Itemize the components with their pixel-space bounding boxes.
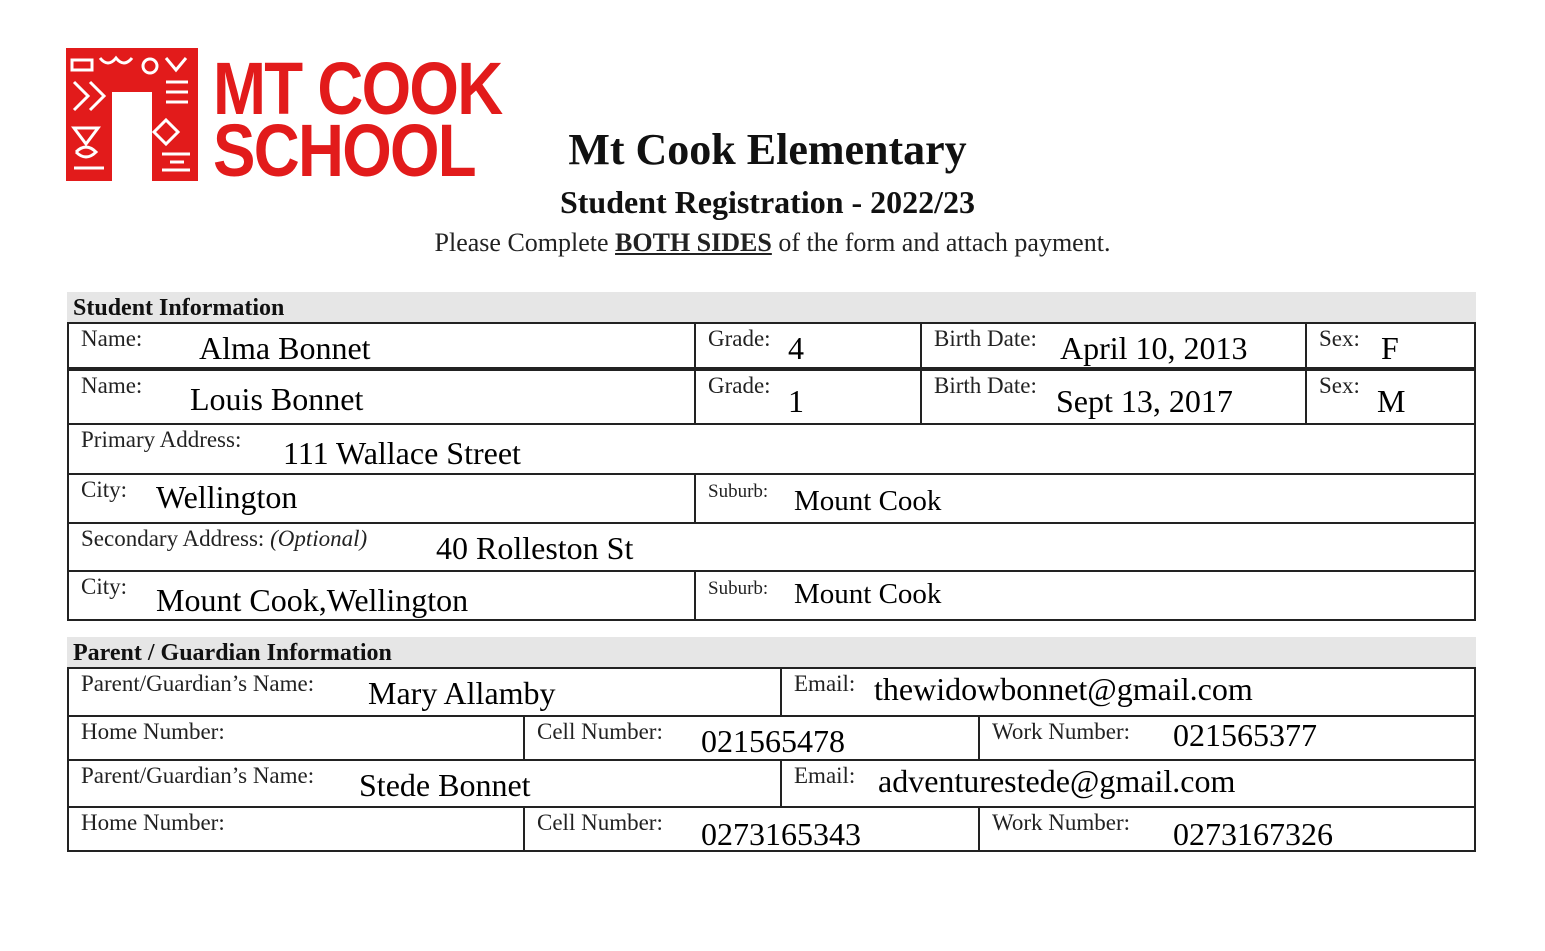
guardian-1-phone-row bbox=[67, 715, 1476, 761]
secondary-address-label-text: Secondary Address: bbox=[81, 526, 265, 551]
birth-date-label: Birth Date: bbox=[934, 326, 1037, 351]
guardian-2-name-value: Stede Bonnet bbox=[359, 767, 531, 803]
birth-date-label: Birth Date: bbox=[934, 373, 1037, 398]
cell-number-label: Cell Number: bbox=[537, 810, 663, 835]
suburb-label: Suburb: bbox=[708, 481, 769, 502]
primary-suburb-cell[interactable] bbox=[696, 475, 1474, 522]
name-label: Name: bbox=[81, 373, 143, 398]
student-1-name-value: Alma Bonnet bbox=[199, 330, 371, 366]
page-title: Mt Cook Elementary bbox=[568, 125, 967, 174]
student-1-birthdate-value: April 10, 2013 bbox=[1060, 330, 1248, 366]
grade-label: Grade: bbox=[708, 373, 771, 398]
secondary-city-cell[interactable] bbox=[69, 572, 696, 619]
secondary-city-value: Mount Cook,Wellington bbox=[156, 582, 469, 618]
student-section-header: Student Information bbox=[67, 292, 1476, 322]
student-row-1 bbox=[67, 322, 1476, 369]
guardian-2-name-cell[interactable] bbox=[69, 761, 782, 806]
work-number-label: Work Number: bbox=[992, 810, 1131, 835]
instruction-emphasis: BOTH SIDES bbox=[615, 228, 772, 257]
guardian-1-cell-value: 021565478 bbox=[701, 723, 845, 759]
guardian-name-label: Parent/Guardian’s Name: bbox=[81, 763, 315, 788]
email-label: Email: bbox=[794, 671, 856, 696]
logo-text-line2: SCHOOL bbox=[213, 109, 475, 192]
secondary-address-value: 40 Rolleston St bbox=[436, 530, 634, 566]
guardian-1-email-cell[interactable] bbox=[782, 669, 1474, 715]
instruction-post: of the form and attach payment. bbox=[771, 228, 1111, 257]
guardian-2-work-value: 0273167326 bbox=[1173, 816, 1333, 852]
student-2-grade-value: 1 bbox=[788, 383, 804, 419]
instruction-pre: Please Complete bbox=[434, 228, 616, 257]
guardian-2-phone-row bbox=[67, 806, 1476, 852]
primary-address-cell[interactable] bbox=[69, 425, 1474, 473]
city-label: City: bbox=[81, 574, 128, 599]
cell-number-label: Cell Number: bbox=[537, 719, 663, 744]
logo-text-line1: MT COOK bbox=[213, 47, 502, 130]
city-label: City: bbox=[81, 477, 128, 502]
parent-section-header: Parent / Guardian Information bbox=[67, 637, 1476, 667]
work-number-label: Work Number: bbox=[992, 719, 1131, 744]
guardian-2-work-cell[interactable] bbox=[980, 808, 1474, 850]
secondary-address-label bbox=[81, 526, 367, 552]
guardian-1-name-cell[interactable] bbox=[69, 669, 782, 715]
student-2-sex-cell[interactable] bbox=[1307, 371, 1474, 423]
email-label: Email: bbox=[794, 763, 856, 788]
guardian-2-email-cell[interactable] bbox=[782, 761, 1474, 806]
primary-address-value: 111 Wallace Street bbox=[283, 435, 521, 471]
student-2-grade-cell[interactable] bbox=[696, 371, 922, 423]
student-1-sex-value: F bbox=[1381, 330, 1399, 366]
secondary-suburb-cell[interactable] bbox=[696, 572, 1474, 619]
primary-city-cell[interactable] bbox=[69, 475, 696, 522]
guardian-1-row bbox=[67, 667, 1476, 717]
name-label: Name: bbox=[81, 326, 143, 351]
grade-label: Grade: bbox=[708, 326, 771, 351]
student-2-sex-value: M bbox=[1377, 383, 1406, 419]
primary-address-label: Primary Address: bbox=[81, 427, 242, 452]
suburb-label: Suburb: bbox=[708, 578, 769, 599]
secondary-suburb-value: Mount Cook bbox=[794, 578, 942, 610]
guardian-1-work-value: 021565377 bbox=[1173, 717, 1317, 753]
primary-address-row bbox=[67, 423, 1476, 475]
secondary-city-row bbox=[67, 570, 1476, 621]
student-2-name-cell[interactable] bbox=[69, 371, 696, 423]
student-1-name-cell[interactable] bbox=[69, 324, 696, 367]
student-2-birthdate-cell[interactable] bbox=[922, 371, 1307, 423]
sex-label: Sex: bbox=[1319, 373, 1360, 398]
guardian-1-work-cell[interactable] bbox=[980, 717, 1474, 759]
home-number-label: Home Number: bbox=[81, 810, 225, 835]
student-1-sex-cell[interactable] bbox=[1307, 324, 1474, 367]
guardian-name-label: Parent/Guardian’s Name: bbox=[81, 671, 315, 696]
guardian-1-email-value: thewidowbonnet@gmail.com bbox=[874, 671, 1253, 707]
primary-city-value: Wellington bbox=[156, 479, 298, 515]
form-instruction bbox=[0, 228, 1545, 258]
home-number-label: Home Number: bbox=[81, 719, 225, 744]
sex-label: Sex: bbox=[1319, 326, 1360, 351]
guardian-1-name-value: Mary Allamby bbox=[368, 675, 556, 711]
secondary-address-cell[interactable] bbox=[69, 524, 1474, 570]
student-2-name-value: Louis Bonnet bbox=[190, 381, 364, 417]
page-subtitle: Student Registration - 2022/23 bbox=[559, 184, 976, 220]
student-2-birthdate-value: Sept 13, 2017 bbox=[1056, 383, 1233, 419]
student-1-grade-value: 4 bbox=[788, 330, 804, 366]
guardian-1-cell-cell[interactable] bbox=[525, 717, 980, 759]
guardian-2-cell-cell[interactable] bbox=[525, 808, 980, 850]
primary-city-row bbox=[67, 473, 1476, 524]
guardian-2-home-cell[interactable] bbox=[69, 808, 525, 850]
student-1-grade-cell[interactable] bbox=[696, 324, 922, 367]
secondary-address-row bbox=[67, 522, 1476, 572]
guardian-2-cell-value: 0273165343 bbox=[701, 816, 861, 852]
primary-suburb-value: Mount Cook bbox=[794, 485, 942, 517]
student-1-birthdate-cell[interactable] bbox=[922, 324, 1307, 367]
optional-label: (Optional) bbox=[270, 526, 368, 551]
guardian-1-home-cell[interactable] bbox=[69, 717, 525, 759]
student-row-2 bbox=[67, 369, 1476, 425]
guardian-2-row bbox=[67, 759, 1476, 808]
guardian-2-email-value: adventurestede@gmail.com bbox=[878, 763, 1236, 799]
